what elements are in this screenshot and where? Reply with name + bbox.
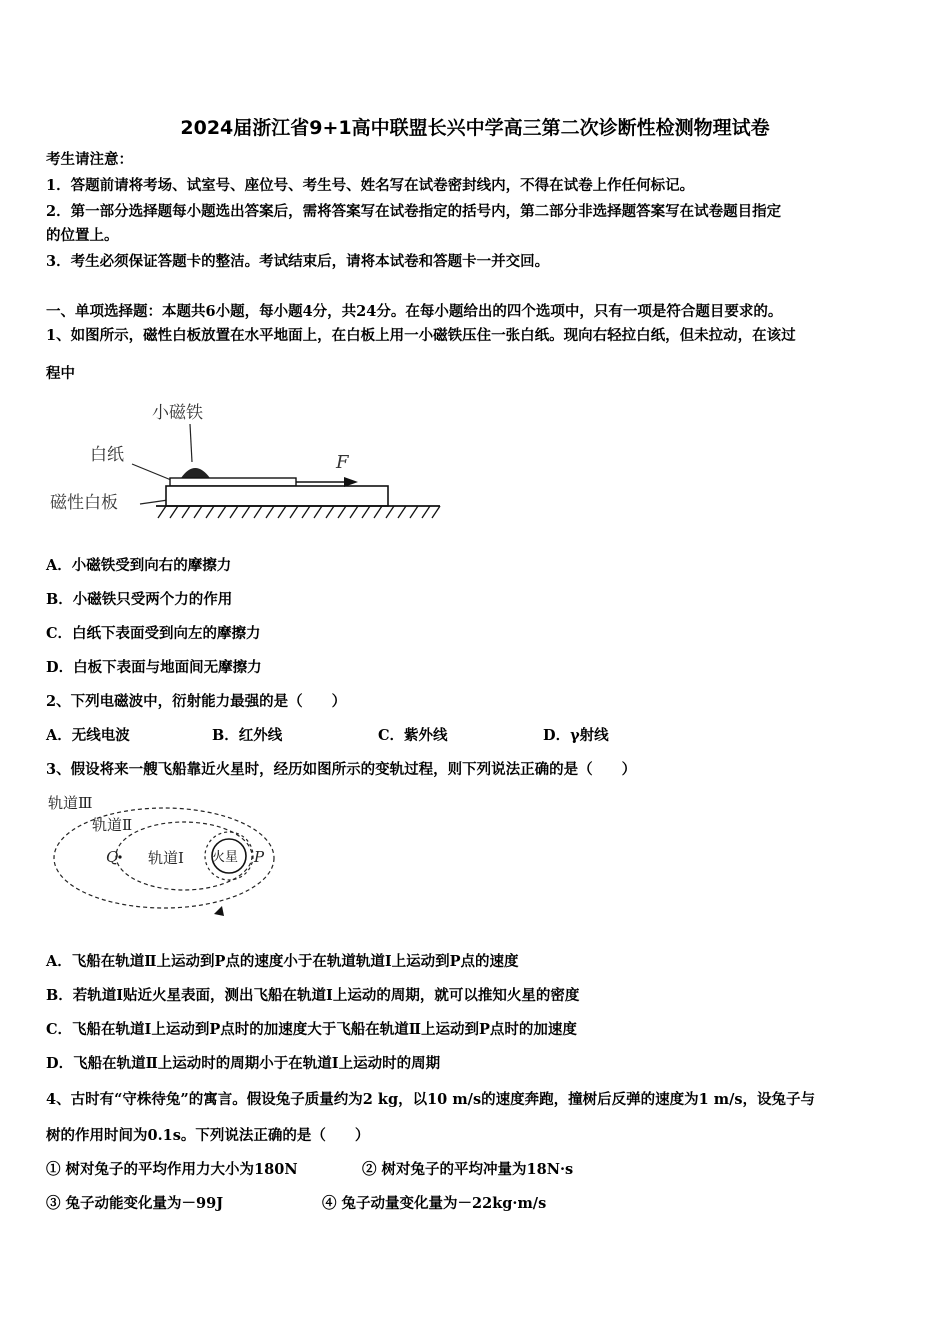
q1-paper-shape [170, 478, 296, 486]
q2-option-b: B．红外线 [212, 727, 283, 744]
q1-option-d: D．白板下表面与地面间无摩擦力 [46, 659, 262, 676]
notice-heading: 考生请注意： [46, 151, 133, 168]
q3-point-q [118, 855, 121, 858]
page-title: 2024届浙江省9+1高中联盟长兴中学高三第二次诊断性检测物理试卷 [180, 117, 770, 139]
q1-board-pointer [140, 500, 168, 504]
q1-magnet-pointer [190, 424, 192, 462]
q1-label-force: F [336, 452, 349, 473]
section-heading: 一、单项选择题：本题共6小题，每小题4分，共24分。在每小题给出的四个选项中，只有一项是符合题目要求的。 [46, 303, 783, 320]
q4-statement-4: ④ 兔子动量变化量为－22kg·m/s [322, 1195, 547, 1212]
q3-label-p: P [254, 848, 265, 866]
q2-option-c: C．紫外线 [378, 727, 448, 744]
q4-statement-3: ③ 兔子动能变化量为－99J [46, 1195, 224, 1212]
q1-label-magnet: 小磁铁 [152, 403, 203, 423]
q3-label-mars: 火星 [212, 850, 239, 865]
notice-item-1: 1．答题前请将考场、试室号、座位号、考生号、姓名写在试卷密封线内，不得在试卷上作任何标记。 [46, 177, 695, 194]
q1-magnet-shape [181, 468, 210, 478]
q3-label-orbit3: 轨道Ⅲ [48, 794, 93, 812]
q3-option-d: D．飞船在轨道Ⅱ上运动时的周期小于在轨道I上运动时的周期 [46, 1055, 441, 1072]
q3-label-orbit1: 轨道Ⅰ [148, 849, 184, 867]
q4-statement-1: ① 树对兔子的平均作用力大小为180N [46, 1161, 298, 1178]
q1-ground-hatch [158, 506, 440, 518]
q3-stem: 3、假设将来一艘飞船靠近火星时，经历如图所示的变轨过程，则下列说法正确的是（ ） [46, 761, 637, 778]
q2-option-d: D．γ射线 [543, 727, 609, 744]
q1-label-paper: 白纸 [90, 445, 124, 465]
q1-option-a: A．小磁铁受到向右的摩擦力 [46, 557, 232, 574]
q1-label-board: 磁性白板 [50, 493, 118, 513]
q3-figure [44, 790, 284, 920]
notice-item-2: 2．第一部分选择题每小题选出答案后，需将答案写在试卷指定的括号内，第二部分非选择题答案写在试卷题目指定 [46, 203, 782, 220]
notice-item-2-cont: 的位置上。 [46, 227, 119, 244]
q1-option-b: B．小磁铁只受两个力的作用 [46, 591, 233, 608]
q1-board-shape [166, 486, 388, 506]
q1-figure [40, 392, 460, 542]
q4-statement-2: ② 树对兔子的平均冲量为18N·s [362, 1161, 574, 1178]
notice-item-3: 3．考生必须保证答题卡的整洁。考试结束后，请将本试卷和答题卡一并交回。 [46, 253, 550, 270]
q3-option-a: A．飞船在轨道Ⅱ上运动到P点的速度小于在轨道轨道Ⅰ上运动到P点的速度 [46, 953, 519, 970]
q2-option-a: A．无线电波 [46, 727, 130, 744]
q3-option-c: C．飞船在轨道I上运动到P点时的加速度大于飞船在轨道Ⅱ上运动到P点时的加速度 [46, 1021, 577, 1038]
q4-stem-line2: 树的作用时间为0.1s。下列说法正确的是（ ） [46, 1127, 370, 1144]
q3-arrowhead [214, 906, 224, 916]
q1-option-c: C．白纸下表面受到向左的摩擦力 [46, 625, 261, 642]
q1-stem-line1: 1、如图所示，磁性白板放置在水平地面上，在白板上用一小磁铁压住一张白纸。现向右轻拉白纸，但未拉动，在该过 [46, 327, 796, 344]
q3-option-b: B．若轨道I贴近火星表面，测出飞船在轨道I上运动的周期，就可以推知火星的密度 [46, 987, 580, 1004]
q3-label-q: Q [106, 848, 119, 866]
q1-stem-line2: 程中 [46, 365, 75, 382]
q4-stem-line1: 4、古时有“守株待兔”的寓言。假设兔子质量约为2 kg，以10 m/s的速度奔跑，撞树后反弹的速度为1 m/s，设兔子与 [46, 1091, 816, 1108]
q3-label-orbit2: 轨道Ⅱ [92, 816, 133, 834]
q2-stem: 2、下列电磁波中，衍射能力最强的是（ ） [46, 693, 347, 710]
